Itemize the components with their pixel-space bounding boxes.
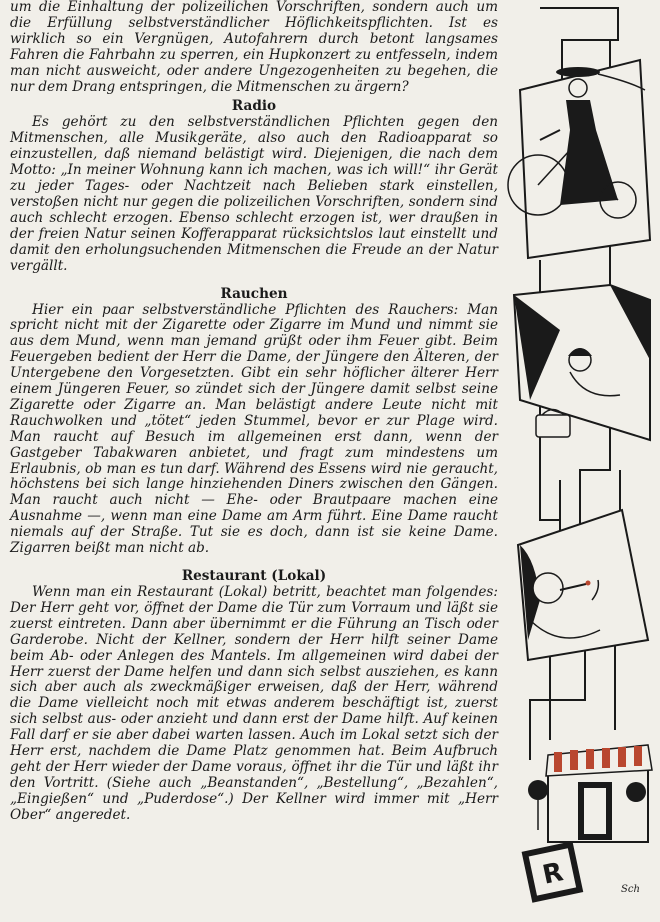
bicycle-lady-icon — [508, 60, 650, 258]
smoker-icon — [518, 510, 648, 660]
restaurant-storefront-icon — [528, 745, 652, 842]
article-text-column — [10, 0, 498, 824]
illustration-strip — [500, 0, 660, 922]
section-body-radio: Es gehört zu den selbstverständlichen Pflichten gegen den Mitmenschen, alle Musikgeräte, also auch den Radioapparat so einzustellen, daß niemand belästigt wird. Diejenigen, die nach dem Motto: „In meiner Wohnung kann ich machen, was ich will!“ ihr Gerät zu jeder Tages- oder Nachtzeit nach Belieben stark einstellen, verstoßen nicht nur gegen die polizeilichen Vorschriften, sondern sind auch schlecht erzogen. Ebenso schlecht erzogen ist, wer draußen in der freien Natur seinen Kofferapparat rücksichtslos laut einstellt und damit den erholungsuchenden Mitmenschen die Freude an der Natur vergällt. — [10, 114, 498, 274]
artist-signature: Sch — [621, 884, 640, 895]
tent-radio-icon — [514, 285, 650, 440]
section-heading-restaurant: Restaurant (Lokal) — [181, 568, 327, 584]
section-body-restaurant: Wenn man ein Restaurant (Lokal) betritt, beachtet man folgendes: Der Herr geht vor, öffnet der Dame die Tür zum Vorraum und läßt sie zuerst eintreten. Dann aber übernimmt er die Führung an Tisch oder Garderobe. Nicht der Kellner, sondern der Herr hilft seiner Dame beim Ab- oder Anlegen des Mantels. Im allgemeinen wird dabei der Herr zuerst der Dame helfen und dann sich selbst ausziehen, es kann sich aber auch als zweckmäßiger erweisen, daß der Herr, während die Dame vielleicht noch mit etwas anderem beschäftigt ist, zuerst sich selbst aus- oder anzieht und dann erst der Dame hilft. Auf keinen Fall darf er sie aber dabei warten lassen. Auch im Lokal setzt sich der Herr erst, nachdem die Dame Platz genommen hat. Beim Aufbruch geht der Herr wieder der Dame voraus, öffnet ihr die Tür und läßt ihr den Vortritt. (Siehe auch „Beanstanden“, „Bestellung“, „Bezahlen“, „Eingießen“ und „Puderdose“.) Der Kellner wird immer mit „Herr Ober“ angeredet. — [10, 584, 498, 823]
section-heading-rauchen: Rauchen — [220, 285, 288, 302]
section-body-rauchen: Hier ein paar selbstverständliche Pflichten des Rauchers: Man spricht nicht mit der Zigarette oder Zigarre im Mund und nimmt sie aus dem Mund, wenn man jemand grüßt oder ihm Feuer gibt. Beim Feuergeben bedient der Herr die Dame, der Jüngere den Älteren, der Untergebene den Vorgesetzten. Gibt ein sehr höflicher älterer Herr einem Jüngeren Feuer, so zündet sich der Jüngere damit selbst seine Zigarette oder Zigarre an. Man belästigt andere Leute nicht mit Rauchwolken und „tötet“ jeden Stummel, bevor er zur Plage wird. Man raucht auf Besuch im allgemeinen erst dann, wenn der Gastgeber Tabakwaren anbietet, und fragt zum mindestens um Erlaubnis, ob man es tun darf. Während des Essens wird nie geraucht, höchstens bei sich lange hinziehenden Diners zwischen den Gängen. Man raucht auch nicht — Ehe- oder Brautpaare machen eine Ausnahme —, wenn man eine Dame am Arm führt. Eine Dame raucht niemals auf der Straße. Tut sie es doch, dann ist sie keine Dame. Zigarren beißt man nicht ab. — [10, 301, 498, 557]
stamp-r-icon — [522, 841, 584, 903]
section-heading-radio: Radio — [231, 98, 277, 115]
stamp-letter: R — [539, 857, 566, 891]
intro-paragraph: um die Einhaltung der polizeilichen Vorschriften, sondern auch um die Erfüllung selbstverständlicher Höflichkeitspflichten. Ist es wirklich so ein Vergnügen, Autofahrern durch betont langsames Fahren die Fahrbahn zu sperren, ein Hupkonzert zu entfesseln, indem man nicht ausweicht, oder andere Ungezogenheiten zu begehen, die nur dem Drang entspringen, die Mitmenschen zu ärgern? — [10, 0, 498, 95]
